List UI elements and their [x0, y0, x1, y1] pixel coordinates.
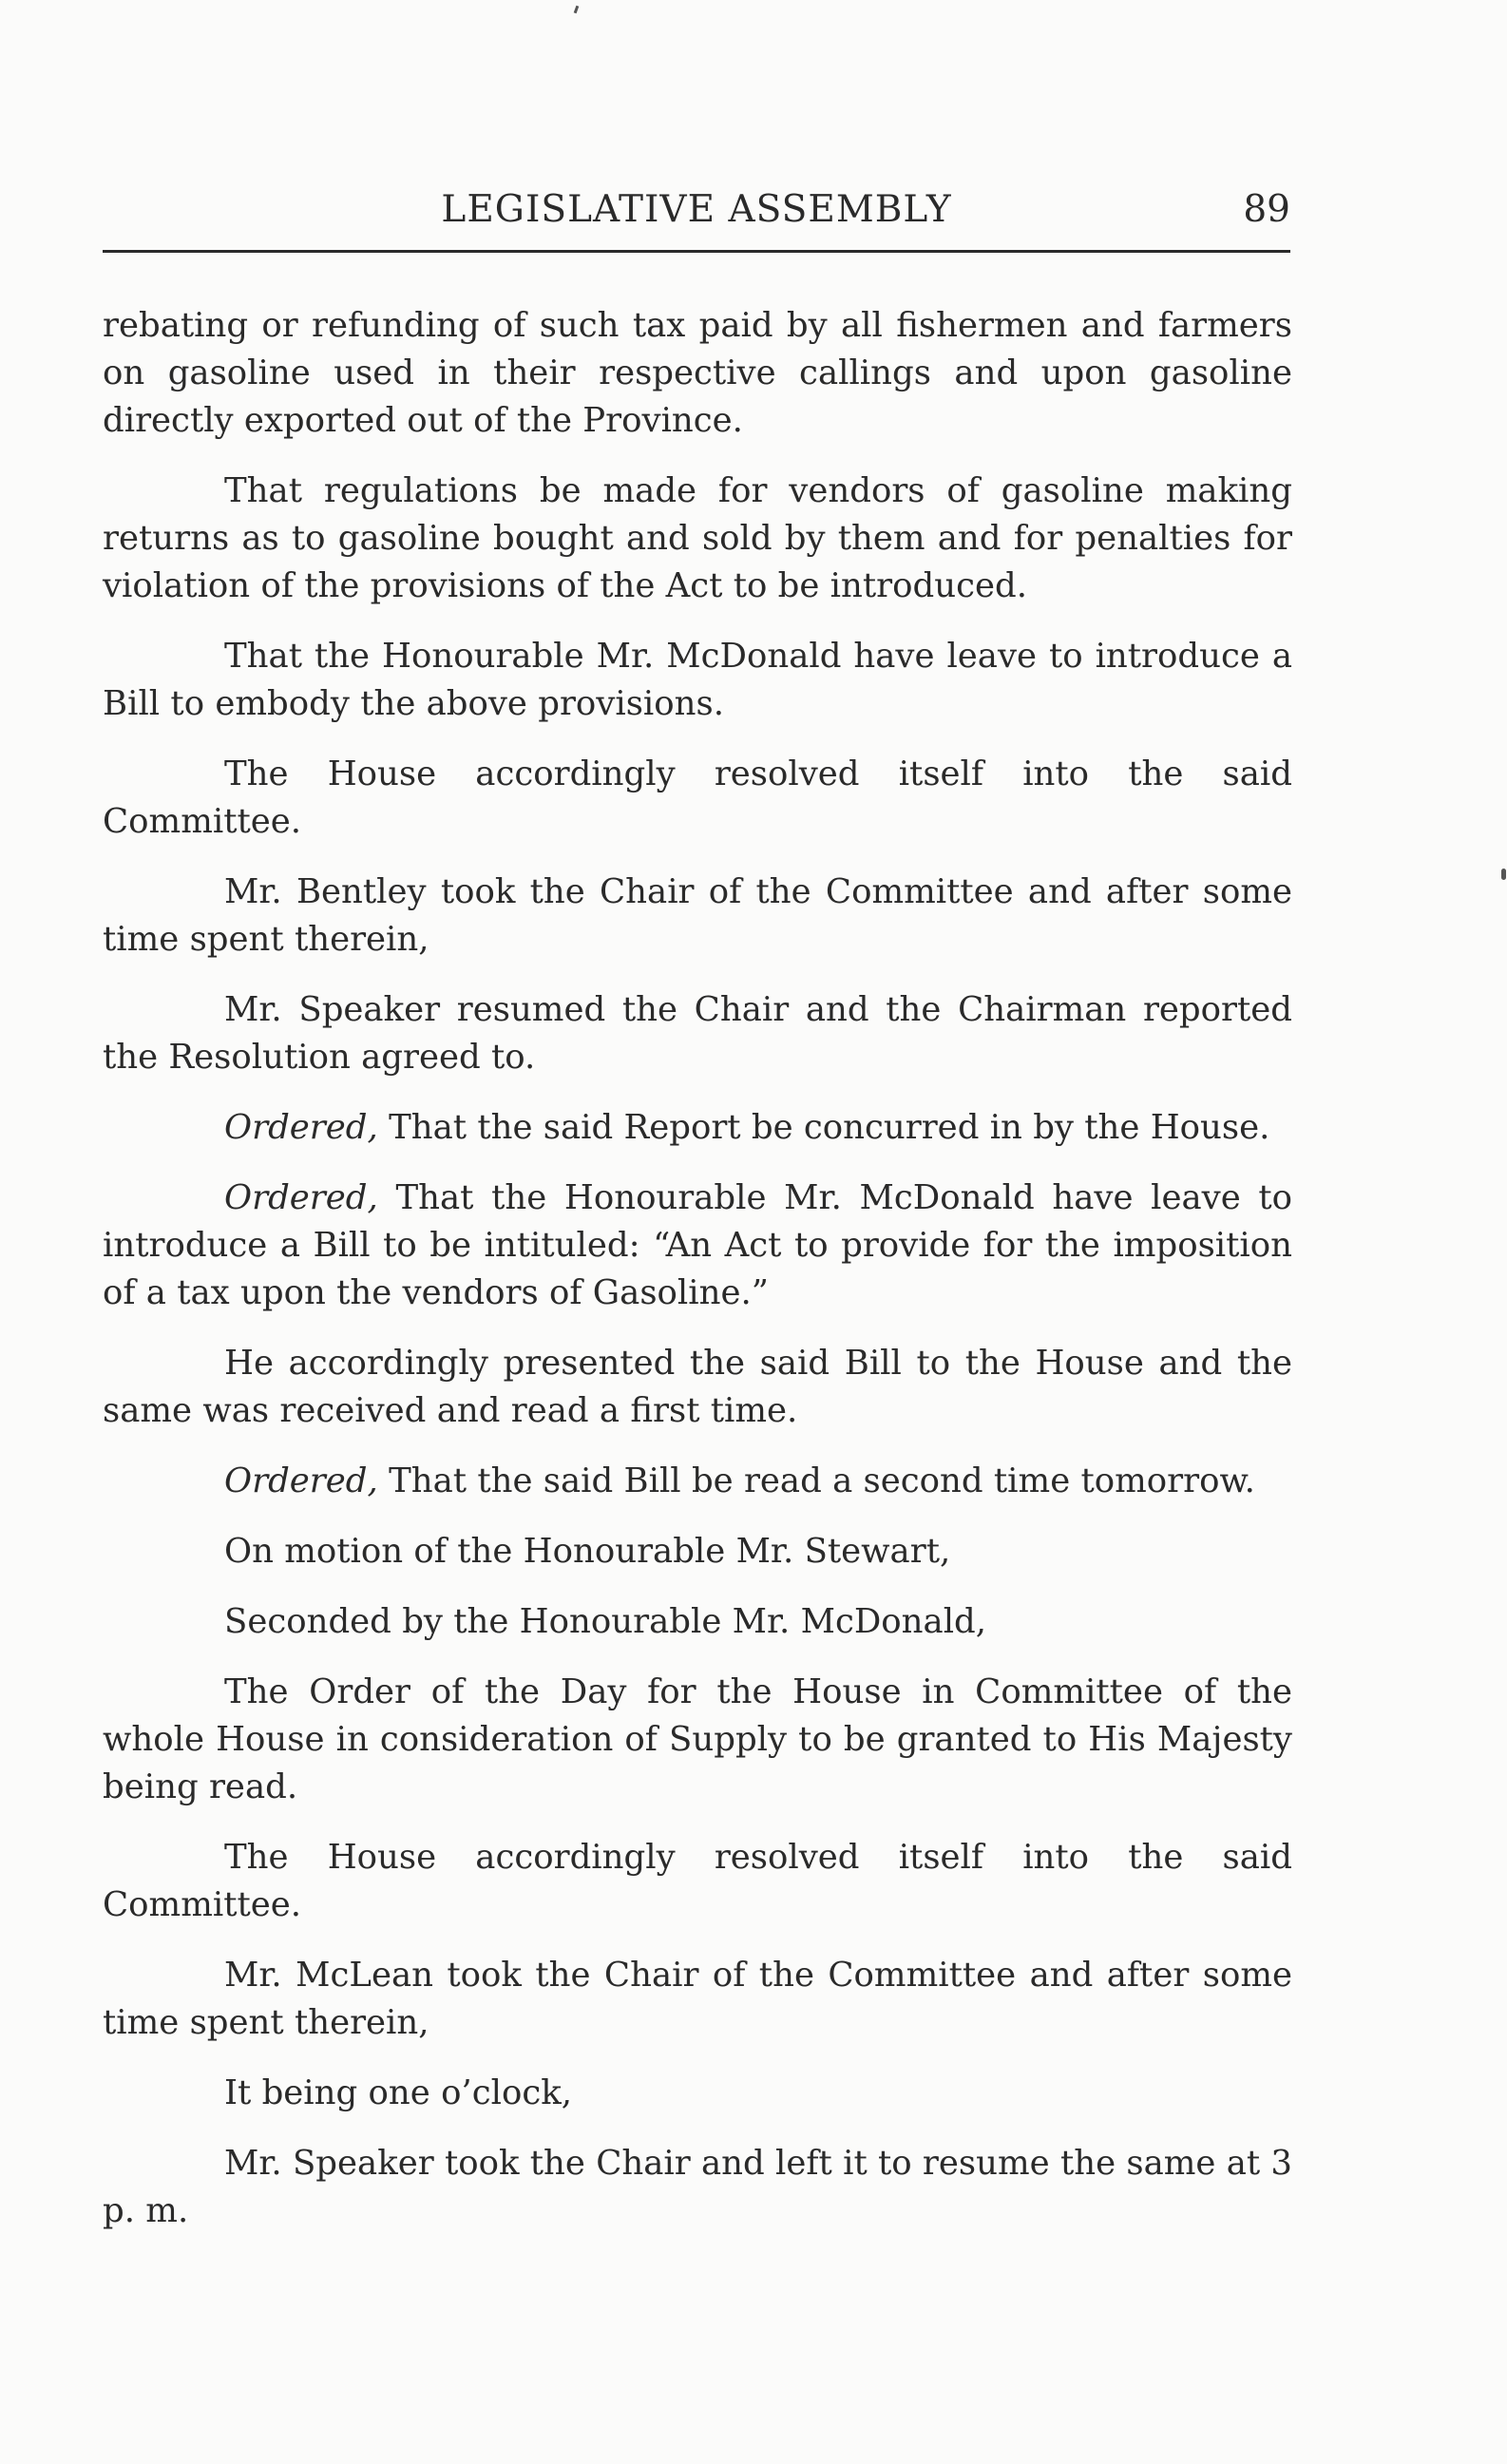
paragraph-text: The House accordingly resolved itself into the said Committee. — [103, 754, 1292, 841]
paragraph-text: It being one o’clock, — [224, 2073, 573, 2112]
paragraph-text: Mr. Bentley took the Chair of the Committee and after some time spent therein, — [103, 872, 1292, 959]
body-text — [103, 302, 1292, 2258]
paragraph-text: rebating or refunding of such tax paid by all fishermen and farmers on gasoline used in their respective callings and upon gasoline directly exported out of the Province. — [103, 306, 1292, 440]
paragraph — [103, 751, 1292, 846]
paragraph-text: That the said Bill be read a second time tomorrow. — [377, 1461, 1255, 1500]
paragraph-text: Seconded by the Honourable Mr. McDonald, — [224, 1602, 987, 1641]
paragraph — [103, 1952, 1292, 2047]
paragraph — [103, 633, 1292, 728]
scan-speck — [1501, 869, 1506, 880]
paragraph — [103, 986, 1292, 1081]
ordered-lead: Ordered, — [224, 1461, 378, 1500]
paragraph — [103, 869, 1292, 964]
paragraph — [103, 1834, 1292, 1929]
page-header — [103, 188, 1290, 241]
paragraph-text: He accordingly presented the said Bill to the House and the same was received and read a first time. — [103, 1344, 1292, 1430]
paragraph-text: That the Honourable Mr. McDonald have leave to introduce a Bill to be intituled: “An Act to provide for the imposition of a tax upon the vendors of Gasoline.” — [103, 1178, 1292, 1312]
paragraph-text: The House accordingly resolved itself into the said Committee. — [103, 1838, 1292, 1924]
paragraph — [103, 302, 1292, 445]
paragraph — [103, 468, 1292, 610]
ordered-lead: Ordered, — [224, 1178, 378, 1217]
paragraph-text: That regulations be made for vendors of gasoline making returns as to gasoline bought and sold by them and for penalties for violation of the provisions of the Act to be introduced. — [103, 471, 1292, 605]
paragraph-text: On motion of the Honourable Mr. Stewart, — [224, 1532, 951, 1571]
paragraph — [103, 1598, 1292, 1646]
paragraph-text: That the Honourable Mr. McDonald have leave to introduce a Bill to embody the above provisions. — [103, 637, 1292, 723]
ordered-paragraph — [103, 1458, 1292, 1505]
ordered-paragraph — [103, 1104, 1292, 1152]
running-title: LEGISLATIVE ASSEMBLY — [441, 188, 952, 231]
ordered-paragraph — [103, 1175, 1292, 1317]
paragraph-text: The Order of the Day for the House in Committee of the whole House in consideration of Supply to be granted to His Majesty being read. — [103, 1672, 1292, 1806]
paragraph-text: Mr. Speaker took the Chair and left it to resume the same at 3 p. m. — [103, 2144, 1293, 2230]
paragraph — [103, 1340, 1292, 1435]
paragraph-text: That the said Report be concurred in by the House. — [377, 1108, 1270, 1147]
paragraph — [103, 1669, 1292, 1811]
paragraph — [103, 2140, 1292, 2235]
page-number: 89 — [1243, 188, 1290, 231]
paragraph — [103, 2070, 1292, 2117]
paragraph-text: Mr. Speaker resumed the Chair and the Chairman reported the Resolution agreed to. — [103, 990, 1292, 1077]
paragraph-text: Mr. McLean took the Chair of the Committee and after some time spent therein, — [103, 1956, 1292, 2042]
ordered-lead: Ordered, — [224, 1108, 378, 1147]
header-rule — [103, 250, 1290, 253]
scan-speck — [574, 6, 580, 14]
paragraph — [103, 1528, 1292, 1576]
